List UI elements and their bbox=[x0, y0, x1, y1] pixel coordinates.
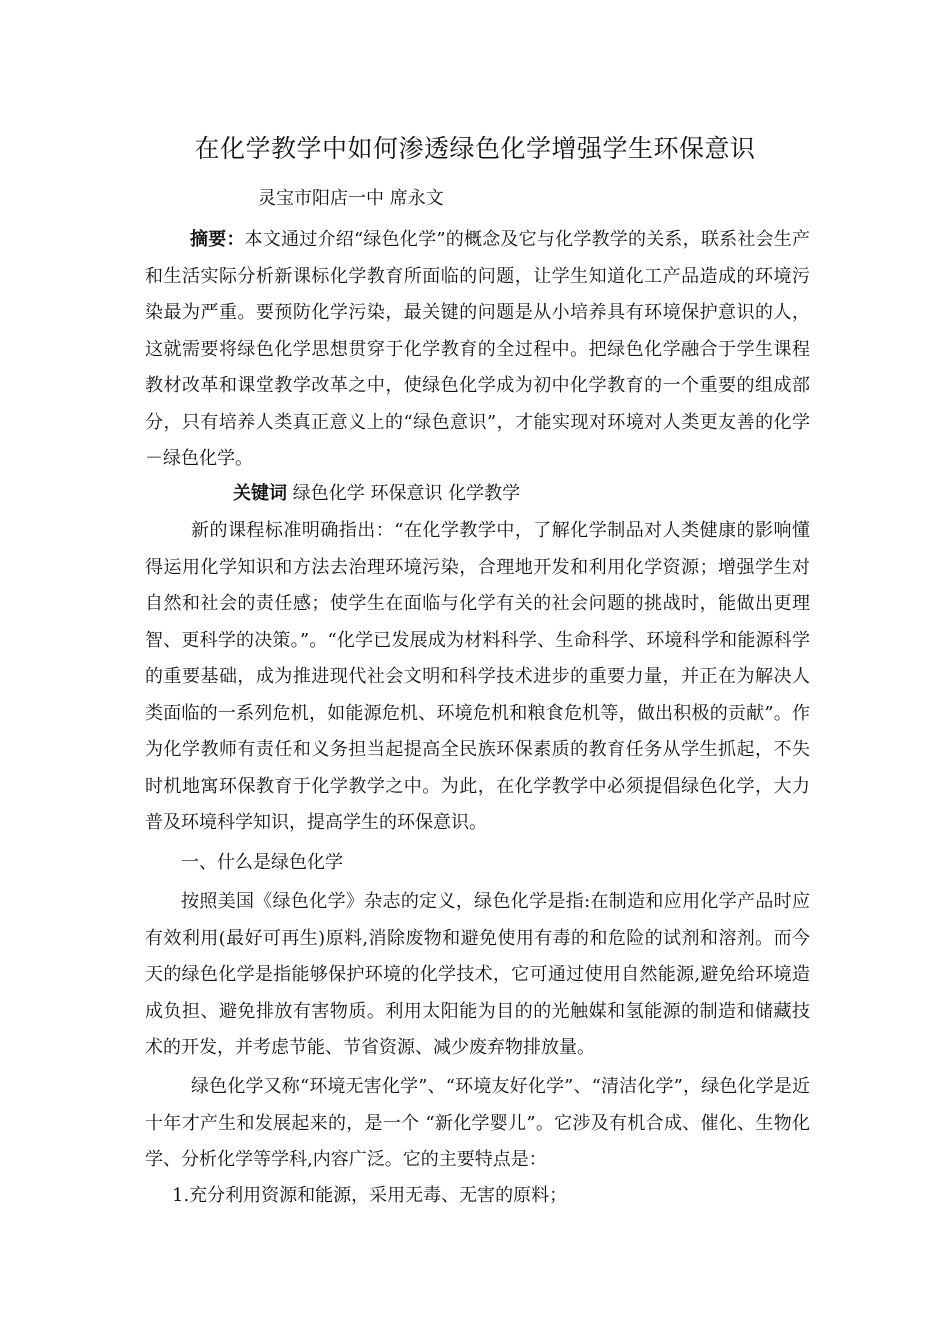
keywords-text: 绿色化学 环保意识 化学教学 bbox=[287, 483, 521, 504]
abstract-paragraph bbox=[145, 222, 810, 478]
abstract-label: 摘要： bbox=[190, 229, 245, 250]
author-line: 灵宝市阳店一中 席永文 bbox=[258, 188, 444, 209]
keywords-line bbox=[233, 481, 520, 507]
section-paragraph: 按照美国《绿色化学》杂志的定义，绿色化学是指:在制造和应用化学产品时应有效利用(最好可再生)原料,消除废物和避免使用有毒的和危险的试剂和溶剂。而今天的绿色化学是指能够保护环境的化学技术，它可通过使用自然能源,避免给环境造成负担、避免排放有害物质。利用太阳能为目的的光触媒和氢能源的制造和储藏技术的开发，并考虑节能、节省资源、减少废弃物排放量。 bbox=[145, 891, 810, 1058]
keywords-label: 关键词 bbox=[233, 483, 287, 504]
list-item: 1.充分利用资源和能源，采用无毒、无害的原料； bbox=[172, 1185, 568, 1206]
section-heading: 一、什么是绿色化学 bbox=[181, 852, 343, 873]
document-title: 在化学教学中如何渗透绿色化学增强学生环保意识 bbox=[194, 134, 756, 163]
intro-paragraph: 新的课程标准明确指出：“在化学教学中，了解化学制品对人类健康的影响懂得运用化学知识和方法去治理环境污染，合理地开发和利用化学资源；增强学生对自然和社会的责任感；使学生在面临与化学有关的社会问题的挑战时，能做出更理智、更科学的决策。”。“化学已发展成为材料科学、生命科学、环境科学和能源科学的重要基础，成为推进现代社会文明和科学技术进步的重要力量，并正在为解决人类面临的一系列危机，如能源危机、环境危机和粮食危机等，做出积极的贡献”。作为化学教师有责任和义务担当起提高全民族环保素质的教育任务从学生抓起，不失时机地寓环保教育于化学教学之中。为此，在化学教学中必须提倡绿色化学，大力普及环境科学知识，提高学生的环保意识。 bbox=[145, 520, 810, 833]
abstract-text: 本文通过介绍“绿色化学”的概念及它与化学教学的关系，联系社会生产和生活实际分析新课标化学教育所面临的问题，让学生知道化工产品造成的环境污染最为严重。要预防化学污染，最关键的问题是从小培养具有环境保护意识的人，这就需要将绿色化学思想贯穿于化学教育的全过程中。把绿色化学融合于学生课程教材改革和课堂教学改革之中，使绿色化学成为初中化学教育的一个重要的组成部分，只有培养人类真正意义上的“绿色意识”，才能实现对环境对人类更友善的化学－绿色化学。 bbox=[145, 229, 810, 469]
section-paragraph: 绿色化学又称“环境无害化学”、“环境友好化学”、“清洁化学”，绿色化学是近十年才产生和发展起来的，是一个 “新化学婴儿”。它涉及有机合成、催化、生物化学、分析化学等学科,内容广泛。它的主要特点是： bbox=[145, 1076, 810, 1170]
